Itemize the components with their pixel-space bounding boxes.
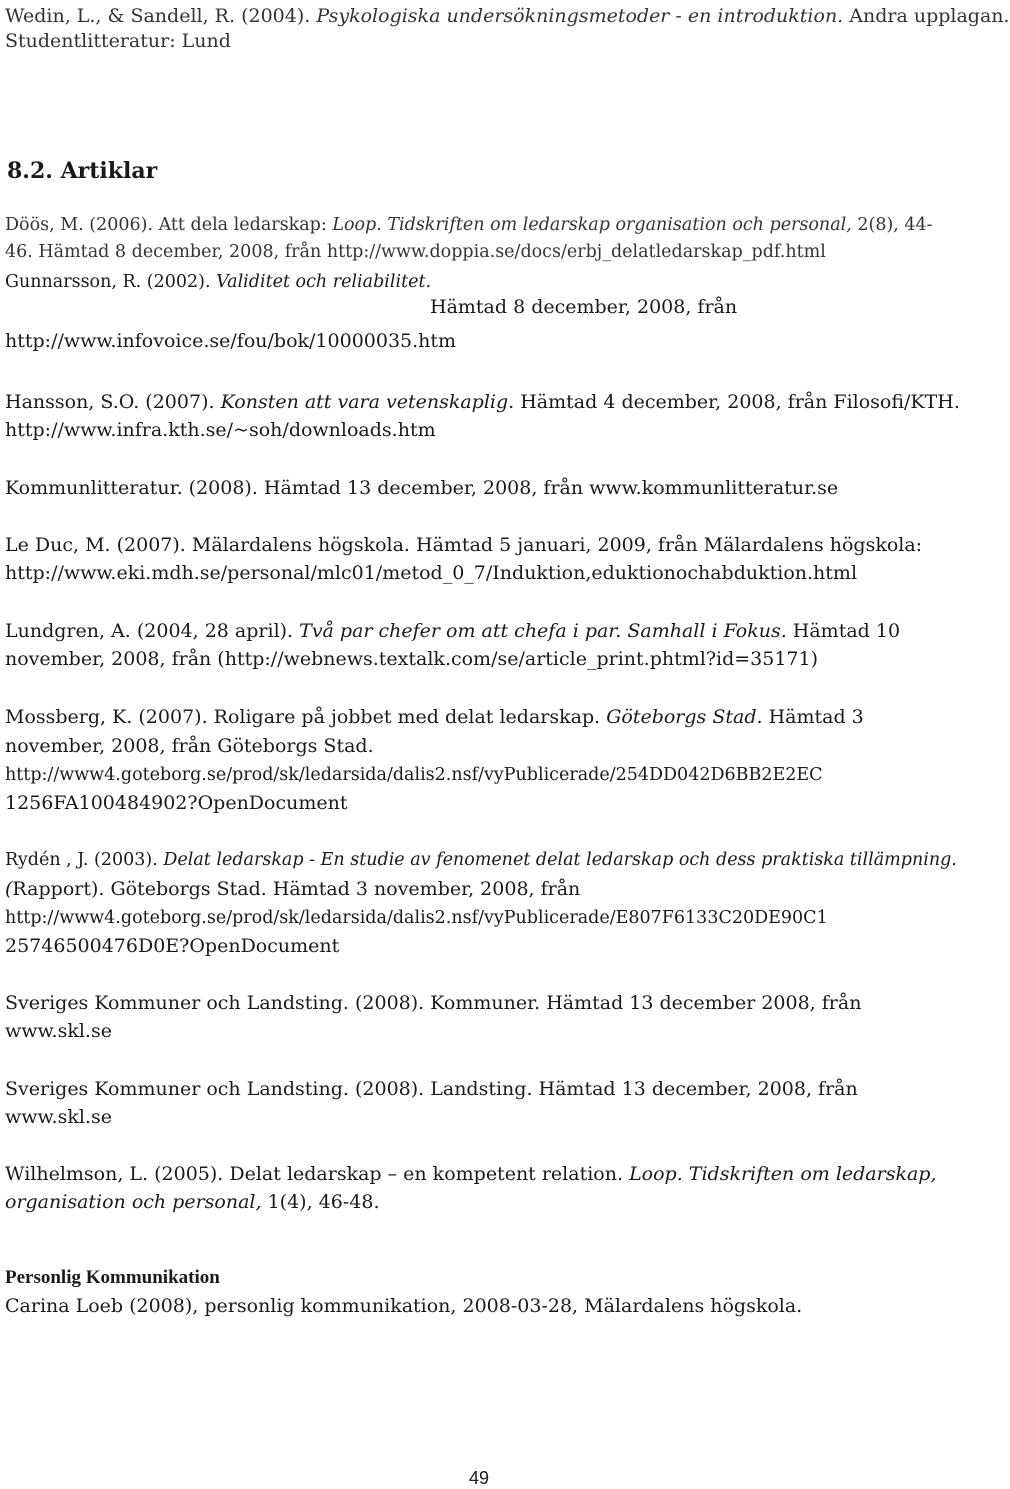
ref-author: Döös, M. (2006). Att dela ledarskap: (5, 215, 333, 235)
section-heading: 8.2. Artiklar (7, 158, 158, 184)
ref-title: Två par chefer om att chefa i par. Samhall i Fokus. (299, 620, 787, 642)
ref-detail: Hämtad 3 (762, 706, 864, 728)
ref-mossberg-line-4: 1256FA100484902?OpenDocument (5, 792, 348, 814)
personal-communication-heading: Personlig Kommunikation (5, 1267, 220, 1288)
ref-wilhelmson-line-1 (5, 1162, 937, 1186)
ref-ryden-line-4: 25746500476D0E?OpenDocument (5, 935, 340, 957)
ref-detail: 2(8), 44- (851, 215, 933, 235)
ref-ryden-line-1 (5, 848, 957, 872)
ref-skl-landsting-line-2: www.skl.se (5, 1106, 112, 1128)
ref-detail: Hämtad 4 december, 2008, från Filosofi/KTH. (514, 391, 960, 413)
ref-detail: Rapport). Göteborgs Stad. Hämtad 3 november, 2008, från (12, 878, 581, 900)
ref-author: Lundgren, A. (2004, 28 april). (5, 620, 300, 642)
ref-skl-landsting-line-1: Sveriges Kommuner och Landsting. (2008). Landsting. Hämtad 13 december, 2008, från (5, 1078, 858, 1100)
ref-author: Gunnarsson, R. (2002). (5, 272, 217, 292)
ref-ryden-line-3: http://www4.goteborg.se/prod/sk/ledarsida/dalis2.nsf/vyPublicerade/E807F6133C20DE90C1 (5, 908, 828, 928)
ref-title: Delat ledarskap - En studie av fenomenet delat ledarskap och dess praktiska tillämpning. (163, 850, 957, 870)
ref-leduc-line-2: http://www.eki.mdh.se/personal/mlc01/metod_0_7/Induktion,eduktionochabduktion.html (5, 562, 858, 584)
ref-mossberg-line-1 (5, 705, 955, 729)
ref-loeb: Carina Loeb (2008), personlig kommunikation, 2008-03-28, Mälardalens högskola. (5, 1295, 803, 1317)
ref-author: Mossberg, K. (2007). Roligare på jobbet med delat ledarskap. (5, 706, 607, 728)
ref-gunnarsson-line-2: http://www.infovoice.se/fou/bok/10000035.htm (5, 330, 457, 352)
ref-title: Psykologiska undersökningsmetoder - en introduktion. (316, 5, 844, 27)
ref-paren: ( (5, 878, 13, 900)
ref-lundgren-line-2: november, 2008, från (http://webnews.textalk.com/se/article_print.phtml?id=35171) (5, 648, 819, 670)
ref-wedin-line-2: Studentlitteratur: Lund (5, 30, 231, 52)
ref-skl-kommuner-line-2: www.skl.se (5, 1020, 112, 1042)
ref-doos-line-2: 46. Hämtad 8 december, 2008, från http://www.doppia.se/docs/erbj_delatledarskap_pdf.html (5, 242, 826, 262)
ref-title: Konsten att vara vetenskaplig. (220, 391, 515, 413)
ref-hansson-line-2: http://www.infra.kth.se/~soh/downloads.htm (5, 419, 436, 441)
ref-kommunlitteratur: Kommunlitteratur. (2008). Hämtad 13 december, 2008, från www.kommunlitteratur.se (5, 477, 839, 499)
ref-title: Validitet och reliabilitet. (216, 272, 432, 292)
ref-title: organisation och personal, (5, 1191, 262, 1213)
page-number: 49 (469, 1468, 490, 1488)
ref-gunnarsson-line-1 (5, 270, 431, 294)
ref-lundgren-line-1 (5, 619, 900, 643)
ref-title: Loop. Tidskriften om ledarskap organisation och personal, (332, 215, 852, 235)
ref-title: Loop. Tidskriften om ledarskap, (629, 1163, 937, 1185)
ref-hansson-line-1 (5, 390, 960, 414)
ref-mossberg-line-2: november, 2008, från Göteborgs Stad. (5, 735, 374, 757)
ref-doos-line-1 (5, 213, 933, 237)
ref-wilhelmson-line-2 (5, 1190, 379, 1214)
ref-author: Wilhelmson, L. (2005). Delat ledarskap – en kompetent relation. (5, 1163, 630, 1185)
ref-author: Wedin, L., & Sandell, R. (2004). (5, 5, 317, 27)
ref-wedin-line-1 (5, 4, 1010, 28)
ref-detail: Andra upplagan. (843, 5, 1010, 27)
ref-mossberg-line-3: http://www4.goteborg.se/prod/sk/ledarsida/dalis2.nsf/vyPublicerade/254DD042D6BB2E2EC (5, 765, 823, 785)
ref-gunnarsson-line-1-cont: Hämtad 8 december, 2008, från (430, 296, 738, 318)
ref-skl-kommuner-line-1: Sveriges Kommuner och Landsting. (2008). Kommuner. Hämtad 13 december 2008, från (5, 992, 862, 1014)
ref-detail: Hämtad 10 (786, 620, 901, 642)
ref-detail: 1(4), 46-48. (261, 1191, 380, 1213)
ref-ryden-line-2 (5, 877, 580, 901)
ref-title: Göteborgs Stad. (606, 706, 763, 728)
ref-author: Hansson, S.O. (2007). (5, 391, 221, 413)
ref-leduc-line-1: Le Duc, M. (2007). Mälardalens högskola. Hämtad 5 januari, 2009, från Mälardalens högskola: (5, 534, 923, 556)
ref-author: Rydén , J. (2003). (5, 850, 164, 870)
